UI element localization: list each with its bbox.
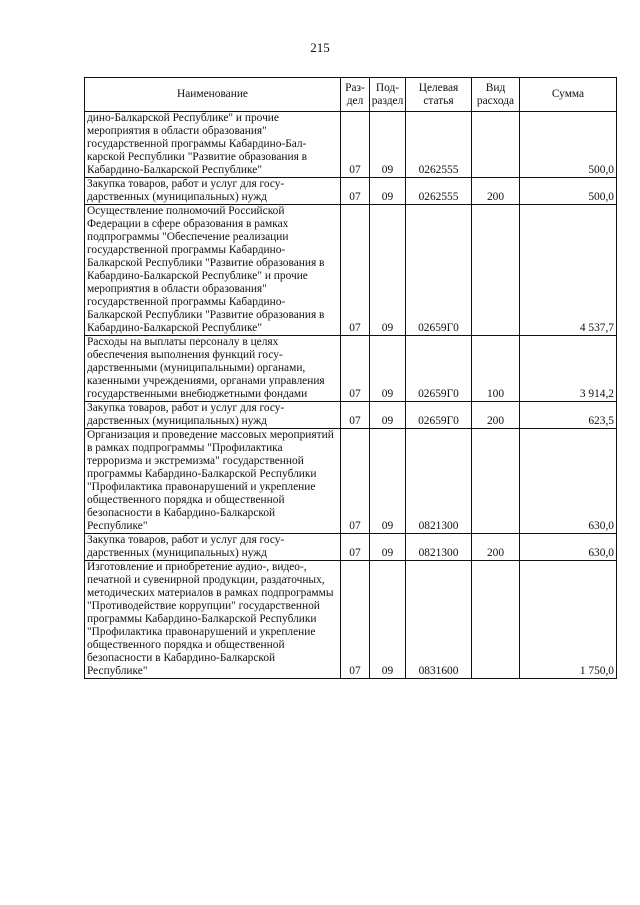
- table-row: [85, 429, 617, 534]
- row-subsection: 09: [370, 402, 406, 429]
- row-kind: 200: [472, 402, 520, 429]
- row-sum: 1 750,0: [520, 561, 617, 679]
- row-name-cell: [85, 112, 341, 178]
- row-target: 0262555: [406, 112, 472, 178]
- row-name-cell: [85, 534, 341, 561]
- row-section: 07: [341, 112, 370, 178]
- table-row: [85, 205, 617, 336]
- table-row: [85, 336, 617, 402]
- row-target: 02659Г0: [406, 402, 472, 429]
- row-subsection: 09: [370, 534, 406, 561]
- row-kind: [472, 429, 520, 534]
- row-sum: 623,5: [520, 402, 617, 429]
- row-kind: 100: [472, 336, 520, 402]
- row-name-cell: [85, 336, 341, 402]
- page-number: 215: [310, 40, 330, 55]
- row-target: 0262555: [406, 178, 472, 205]
- table-row: [85, 534, 617, 561]
- row-name: Расходы на выплаты персоналу в целях обеспечения выполнения функций государственными (муниципальными) органами, казенными учреждениями, органами управления государственными внебюджетными фондами: [87, 336, 325, 400]
- row-sum: 500,0: [520, 112, 617, 178]
- row-subsection: 09: [370, 561, 406, 679]
- row-target: 0831600: [406, 561, 472, 679]
- header-name: Наименование: [85, 78, 341, 112]
- row-target: 02659Г0: [406, 205, 472, 336]
- row-kind: 200: [472, 534, 520, 561]
- row-section: 07: [341, 178, 370, 205]
- row-name: Организация и проведение массовых мероприятий в рамках подпрограммы "Профилактика терроризма и экстремизма" государственной программы Кабардино-Балкарской Республики "Профилактика правонарушений и укрепление общественного порядка и общественной безопасности в Кабардино-Балкарской Республике": [87, 429, 334, 532]
- header-section: Раз-дел: [341, 78, 370, 112]
- row-sum: 3 914,2: [520, 336, 617, 402]
- table-row: [85, 561, 617, 679]
- row-subsection: 09: [370, 205, 406, 336]
- row-section: 07: [341, 402, 370, 429]
- row-section: 07: [341, 336, 370, 402]
- row-subsection: 09: [370, 112, 406, 178]
- header-sum: Сумма: [520, 78, 617, 112]
- row-target: 02659Г0: [406, 336, 472, 402]
- row-name: Закупка товаров, работ и услуг для государственных (муниципальных) нужд: [87, 534, 285, 559]
- row-name: Закупка товаров, работ и услуг для государственных (муниципальных) нужд: [87, 178, 285, 203]
- table-header-row: [85, 78, 617, 112]
- row-section: 07: [341, 534, 370, 561]
- row-sum: 630,0: [520, 429, 617, 534]
- row-target: 0821300: [406, 429, 472, 534]
- row-kind: [472, 205, 520, 336]
- header-subsection: Под-раздел: [370, 78, 406, 112]
- row-kind: 200: [472, 178, 520, 205]
- row-name: Закупка товаров, работ и услуг для государственных (муниципальных) нужд: [87, 402, 285, 427]
- row-subsection: 09: [370, 336, 406, 402]
- row-sum: 500,0: [520, 178, 617, 205]
- header-target: Целевая статья: [406, 78, 472, 112]
- row-sum: 4 537,7: [520, 205, 617, 336]
- row-name: Изготовление и приобретение аудио-, видео-, печатной и сувенирной продукции, раздаточных, методических материалов в рамках подпрограммы "Противодействие коррупции" государственной программы Кабардино-Балкарской Республики "Профилактика правонарушений и укрепление общественного порядка и общественной безопасности в Кабардино-Балкарской Республике": [87, 561, 334, 677]
- row-target: 0821300: [406, 534, 472, 561]
- row-section: 07: [341, 205, 370, 336]
- table-row: [85, 112, 617, 178]
- budget-table: [84, 77, 617, 679]
- row-sum: 630,0: [520, 534, 617, 561]
- table-row: [85, 178, 617, 205]
- row-name-cell: [85, 205, 341, 336]
- row-section: 07: [341, 429, 370, 534]
- row-section: 07: [341, 561, 370, 679]
- row-name-cell: [85, 561, 341, 679]
- row-name-cell: [85, 402, 341, 429]
- row-name: Осуществление полномочий Российской Федерации в сфере образования в рамках подпрограммы "Обеспечение реализации государственной программы Кабардино-Балкарской Республики "Развитие образования в Кабардино-Балкарской Республике" и прочие мероприятия в области образования" государственной программы Кабардино-Балкарской Республики "Развитие образования в Кабардино-Балкарской Республике": [87, 205, 325, 334]
- row-name-cell: [85, 178, 341, 205]
- table-row: [85, 402, 617, 429]
- row-kind: [472, 112, 520, 178]
- row-subsection: 09: [370, 429, 406, 534]
- row-subsection: 09: [370, 178, 406, 205]
- row-name-cell: [85, 429, 341, 534]
- row-kind: [472, 561, 520, 679]
- header-kind: Вид расхода: [472, 78, 520, 112]
- row-name: дино-Балкарской Республике" и прочие мероприятия в области образования" государственной программы Кабардино-Балкарской Республики "Развитие образования в Кабардино-Балкарской Республике": [87, 112, 308, 176]
